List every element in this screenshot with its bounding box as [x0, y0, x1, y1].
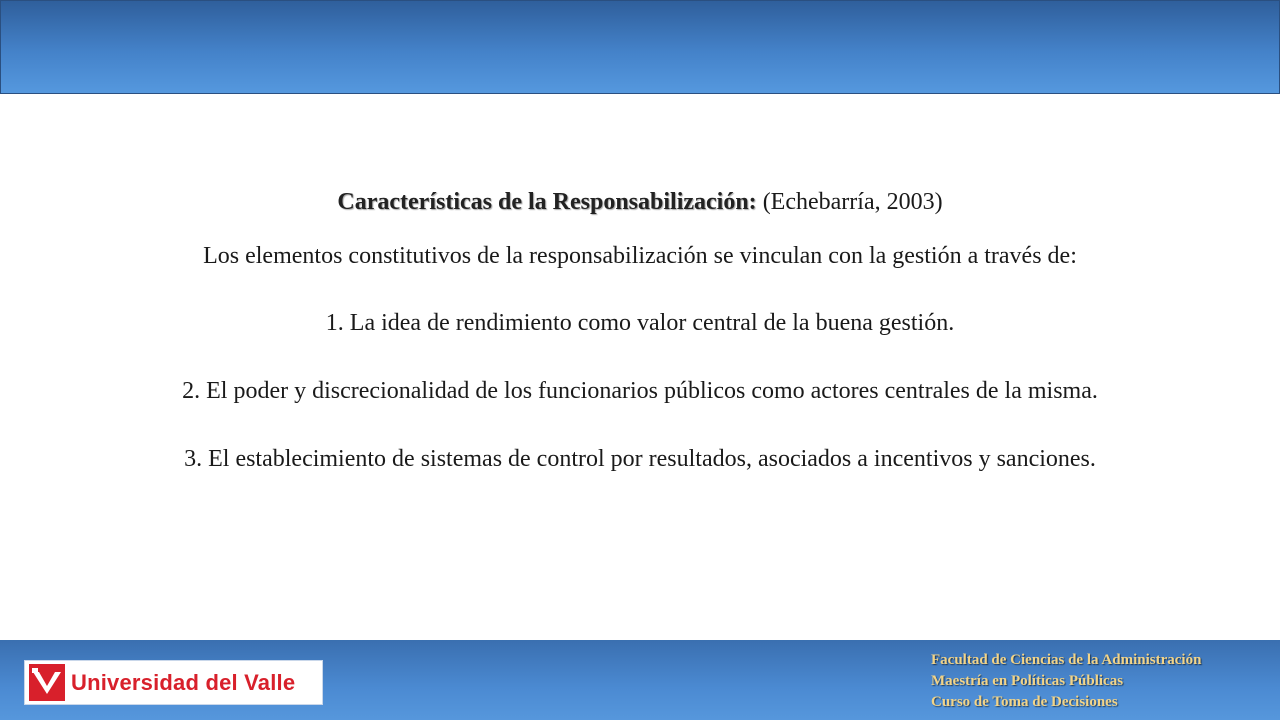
- point-3: 3. El establecimiento de sistemas de control por resultados, asociados a incentivos y sanciones.: [184, 446, 1096, 472]
- course-line: Curso de Toma de Decisiones: [931, 694, 1118, 710]
- slide-title: [0, 180, 1280, 224]
- program-line: Maestría en Políticas Públicas: [931, 673, 1124, 689]
- university-name: Universidad del Valle: [71, 670, 296, 695]
- intro-paragraph: Los elementos constitutivos de la responsabilización se vinculan con la gestión a través de:: [203, 243, 1077, 269]
- footer-info: [931, 650, 1276, 713]
- point-2: 2. El poder y discrecionalidad de los funcionarios públicos como actores centrales de la misma.: [182, 378, 1098, 404]
- university-logo: [24, 660, 323, 705]
- university-emblem-icon: [29, 664, 65, 701]
- title-bold-text: Características de la Responsabilización:: [337, 189, 757, 215]
- top-banner: [0, 0, 1280, 94]
- title-citation: (Echebarría, 2003): [762, 189, 943, 215]
- faculty-line: Facultad de Ciencias de la Administración: [931, 652, 1202, 668]
- footer-bar: [0, 640, 1280, 720]
- point-1: 1. La idea de rendimiento como valor central de la buena gestión.: [325, 310, 955, 336]
- slide-content: [0, 180, 1280, 474]
